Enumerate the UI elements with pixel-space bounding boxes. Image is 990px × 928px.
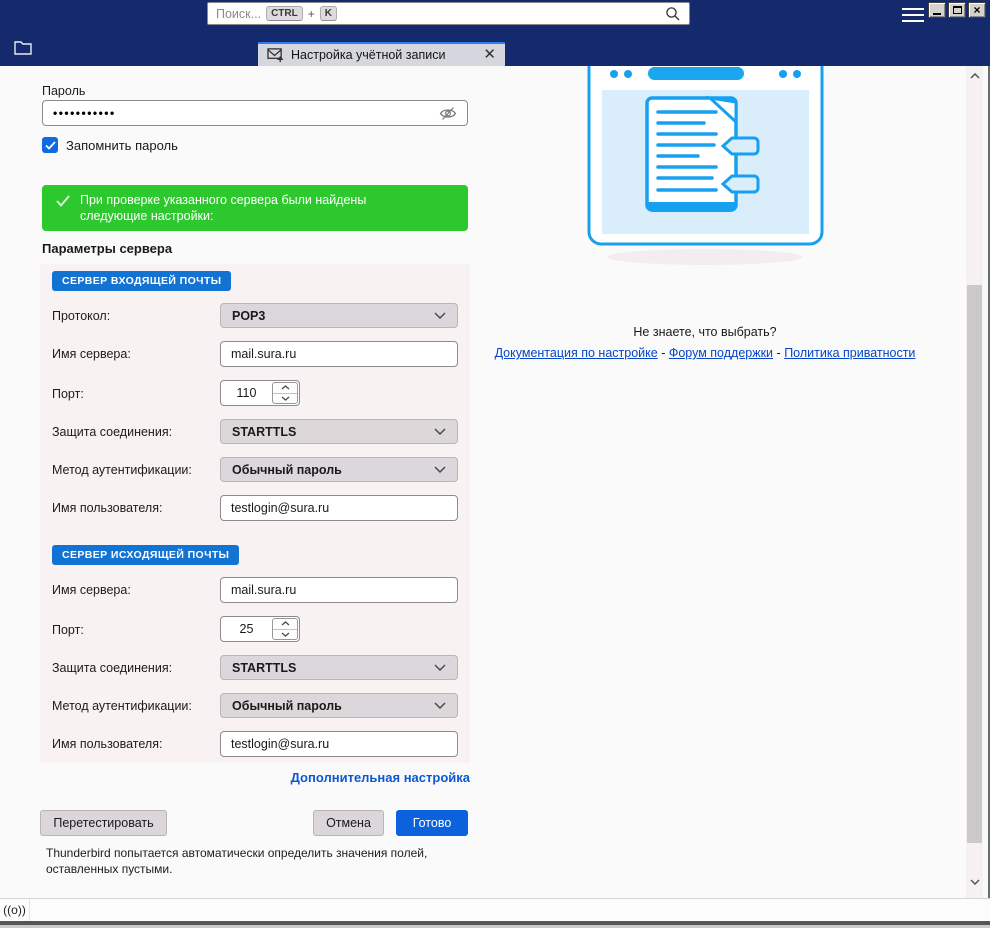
- check-icon: [55, 194, 71, 212]
- support-forum-link[interactable]: Форум поддержки: [668, 346, 774, 360]
- check-icon: [45, 141, 56, 150]
- folder-icon: [13, 39, 33, 57]
- outgoing-server-badge: СЕРВЕР ИСХОДЯЩЕЙ ПОЧТЫ: [52, 545, 239, 565]
- chevron-down-icon[interactable]: [273, 630, 297, 640]
- chevron-down-icon: [434, 664, 446, 671]
- outgoing-port-stepper[interactable]: [220, 616, 300, 642]
- privacy-policy-link[interactable]: Политика приватности: [784, 346, 916, 360]
- footer-note-line1: Thunderbird попытается автоматически определить значения полей,: [46, 846, 428, 860]
- tab-title: Настройка учётной записи: [291, 48, 446, 62]
- hamburger-icon[interactable]: [902, 8, 924, 22]
- incoming-auth-label: Метод аутентификации:: [52, 463, 192, 477]
- server-params-title: Параметры сервера: [42, 241, 173, 256]
- outgoing-security-select[interactable]: [220, 655, 458, 680]
- chevron-up-icon[interactable]: [273, 619, 297, 630]
- maximize-button[interactable]: [948, 2, 966, 18]
- incoming-port-label: Порт:: [52, 387, 84, 401]
- incoming-auth-select[interactable]: [220, 457, 458, 482]
- tab-account-setup[interactable]: [258, 42, 505, 66]
- incoming-protocol-select[interactable]: [220, 303, 458, 328]
- spinner-buttons: [272, 382, 298, 404]
- eye-off-icon[interactable]: [439, 106, 457, 121]
- search-placeholder: Поиск...: [216, 6, 262, 21]
- spinner-buttons: [272, 618, 298, 640]
- remember-password-label: Запомнить пароль: [66, 137, 178, 153]
- scroll-down-icon[interactable]: [966, 874, 983, 890]
- link-separator: -: [661, 346, 666, 360]
- scrollbar[interactable]: [966, 66, 983, 898]
- chevron-down-icon: [434, 466, 446, 473]
- minimize-icon: [933, 13, 941, 15]
- incoming-protocol-label: Протокол:: [52, 309, 111, 323]
- maximize-icon: [953, 6, 962, 14]
- incoming-auth-value: Обычный пароль: [232, 462, 342, 477]
- outgoing-security-label: Защита соединения:: [52, 661, 173, 675]
- scrollbar-thumb[interactable]: [967, 285, 982, 843]
- setup-illustration: [586, 50, 826, 273]
- outgoing-auth-label: Метод аутентификации:: [52, 699, 192, 713]
- footer-note: [46, 845, 427, 877]
- incoming-hostname-label: Имя сервера:: [52, 347, 131, 361]
- cancel-button[interactable]: Отмена: [313, 810, 384, 836]
- chevron-down-icon: [434, 312, 446, 319]
- incoming-security-select[interactable]: [220, 419, 458, 444]
- help-question: Не знаете, что выбрать?: [633, 325, 777, 339]
- ctrl-key-badge: CTRL: [266, 6, 303, 21]
- outgoing-hostname-input[interactable]: [220, 577, 458, 603]
- documentation-link[interactable]: Документация по настройке: [494, 346, 658, 360]
- chevron-up-icon[interactable]: [273, 383, 297, 394]
- success-banner: [42, 185, 468, 231]
- chevron-down-icon: [434, 428, 446, 435]
- spaces-toolbar-button[interactable]: [13, 39, 35, 59]
- mail-plus-icon: [267, 47, 284, 63]
- title-bar: [0, 0, 990, 30]
- outgoing-hostname-label: Имя сервера:: [52, 583, 131, 597]
- incoming-port-stepper[interactable]: [220, 380, 300, 406]
- incoming-security-label: Защита соединения:: [52, 425, 173, 439]
- status-bar: [0, 898, 990, 921]
- outgoing-port-value: 25: [239, 622, 254, 636]
- link-separator: -: [776, 346, 781, 360]
- incoming-port-value: 110: [236, 386, 257, 400]
- outgoing-security-value: STARTTLS: [232, 660, 297, 675]
- close-button[interactable]: [968, 2, 986, 18]
- success-message: При проверке указанного сервера были найдены следующие настройки:: [80, 193, 367, 223]
- scroll-up-icon[interactable]: [966, 68, 983, 84]
- password-masked-value: •••••••••••: [53, 106, 116, 120]
- window-controls: [928, 2, 986, 18]
- advanced-config-link[interactable]: Дополнительная настройка: [290, 770, 470, 785]
- incoming-protocol-value: POP3: [232, 308, 266, 323]
- broadcast-icon[interactable]: ((o)): [0, 899, 30, 921]
- outgoing-username-label: Имя пользователя:: [52, 737, 163, 751]
- incoming-hostname-input[interactable]: [220, 341, 458, 367]
- outgoing-auth-value: Обычный пароль: [232, 698, 342, 713]
- retest-button[interactable]: Перетестировать: [40, 810, 167, 836]
- remember-password-checkbox[interactable]: [42, 137, 178, 153]
- checkbox-checked: [42, 137, 58, 153]
- outgoing-auth-select[interactable]: [220, 693, 458, 718]
- incoming-username-label: Имя пользователя:: [52, 501, 163, 515]
- incoming-server-badge: СЕРВЕР ВХОДЯЩЕЙ ПОЧТЫ: [52, 271, 231, 291]
- outgoing-port-label: Порт:: [52, 623, 84, 637]
- chevron-down-icon[interactable]: [273, 394, 297, 404]
- incoming-username-input[interactable]: [220, 495, 458, 521]
- magnifier-icon[interactable]: [665, 6, 681, 22]
- minimize-button[interactable]: [928, 2, 946, 18]
- tab-bar: [0, 30, 990, 66]
- plus-separator: +: [307, 6, 315, 21]
- incoming-security-value: STARTTLS: [232, 424, 297, 439]
- tab-close-icon[interactable]: ✕: [483, 46, 496, 63]
- done-button[interactable]: Готово: [396, 810, 468, 836]
- chevron-down-icon: [434, 702, 446, 709]
- k-key-badge: K: [320, 6, 337, 21]
- password-label: Пароль: [42, 84, 86, 98]
- help-links: [460, 346, 950, 360]
- close-icon: ×: [973, 3, 981, 17]
- search-input[interactable]: [207, 2, 690, 25]
- password-field[interactable]: [42, 100, 468, 126]
- footer-note-line2: оставленных пустыми.: [46, 862, 173, 876]
- outgoing-username-input[interactable]: [220, 731, 458, 757]
